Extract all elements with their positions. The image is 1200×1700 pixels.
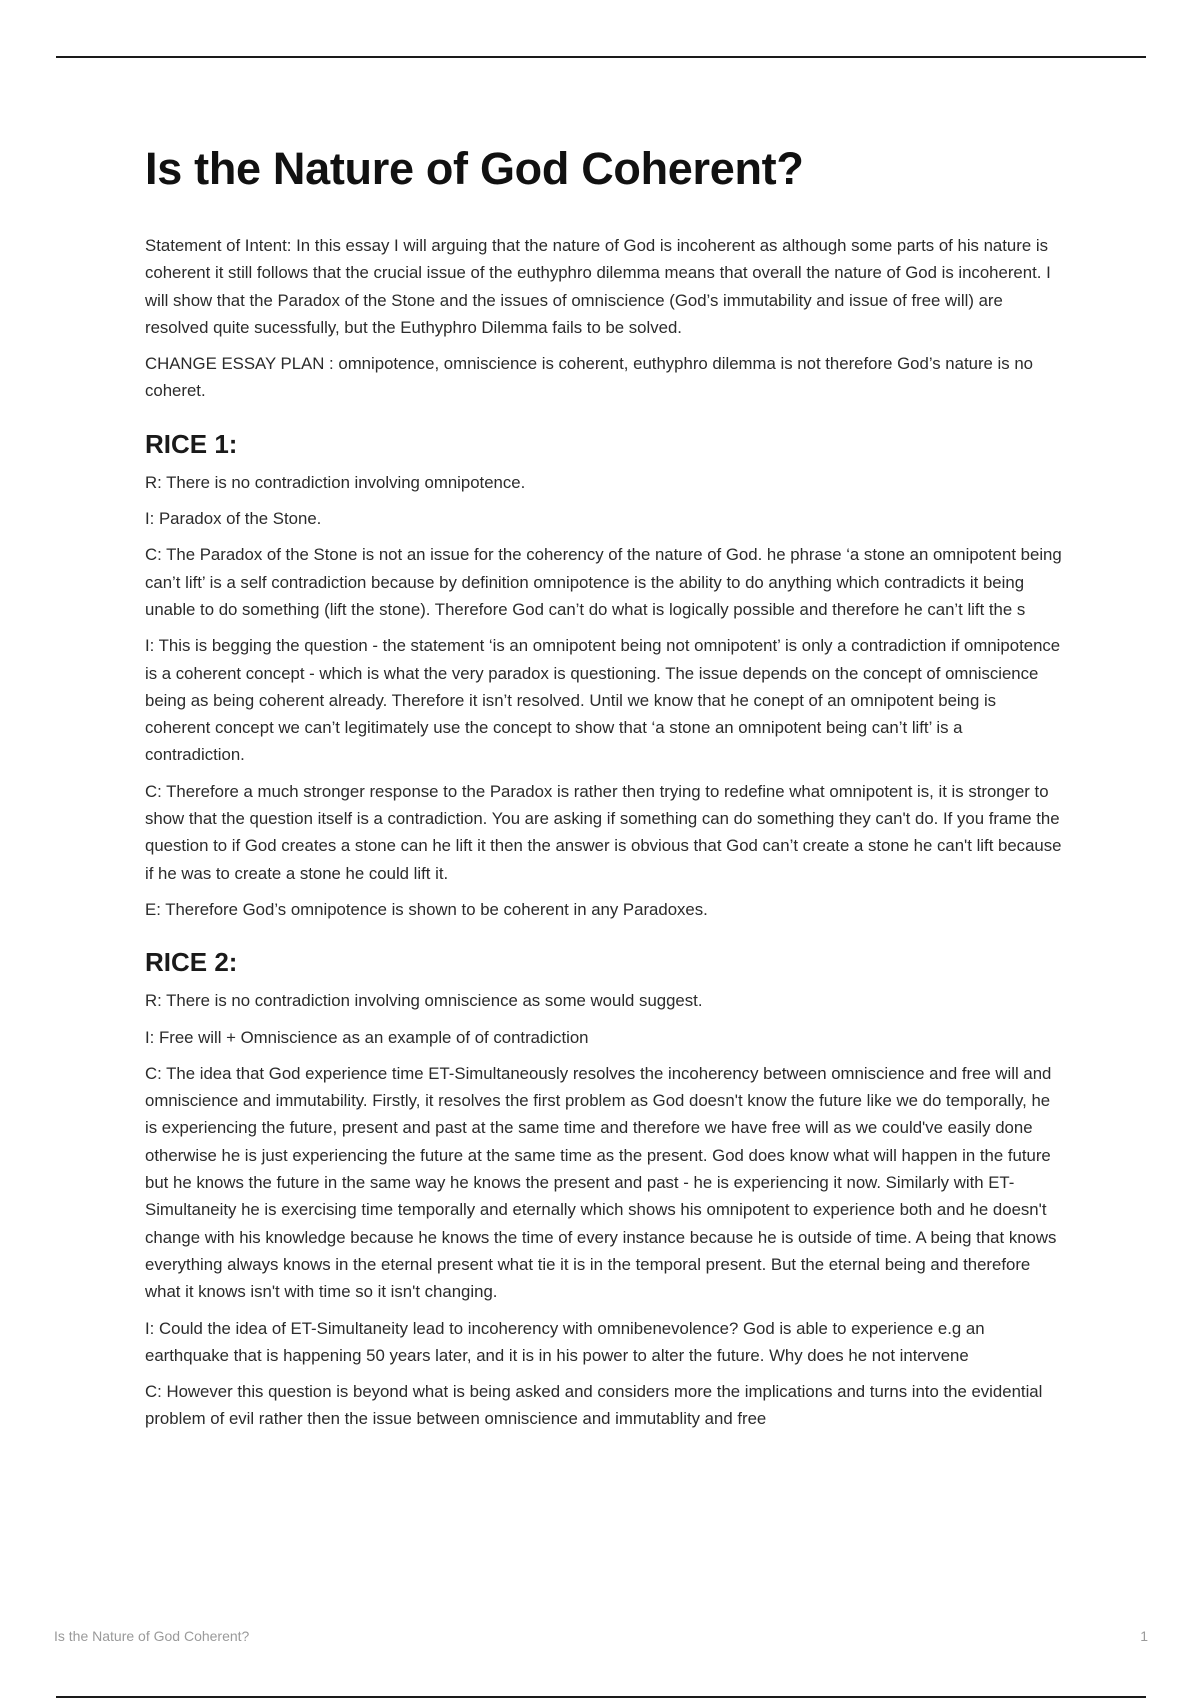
essay-plan-note: CHANGE ESSAY PLAN : omnipotence, omniscience is coherent, euthyphro dilemma is not therefore God’s nature is no coheret. xyxy=(145,354,1033,401)
rice1-issue: I: Paradox of the Stone. xyxy=(145,509,322,529)
rice1-reason: R: There is no contradiction involving omnipotence. xyxy=(145,472,526,492)
bottom-rule xyxy=(56,1696,1146,1698)
rice2-counter-2: C: However this question is beyond what is being asked and considers more the implications and turns into the evidential problem of evil rather then the issue between omniscience and immutablity and free xyxy=(145,1382,1043,1429)
footer-doc-title: Is the Nature of God Coherent? xyxy=(54,1628,250,1644)
rice2-issue-2: I: Could the idea of ET-Simultaneity lead to incoherency with omnibenevolence? God is able to experience e.g an earthquake that is happening 50 years later, and it is in his power to alter the future. Why does he not intervene xyxy=(145,1318,985,1365)
rice1-counter: C: The Paradox of the Stone is not an issue for the coherency of the nature of God. he phrase ‘a stone an omnipotent being can’t lift’ is a self contradiction because by definition omnipotence is the ability to do anything which contradicts it being unable to do something (lift the stone). Therefore God can’t do what is logically possible and therefore he can’t lift the s xyxy=(145,545,1062,619)
top-rule xyxy=(56,56,1146,58)
rice1-issue-2: I: This is begging the question - the statement ‘is an omnipotent being not omnipotent’ is only a contradiction if omnipotence is a coherent concept - which is what the very paradox is questioning. The issue depends on the concept of omniscience being as being coherent already. Therefore it isn’t resolved. Until we know that he conept of an omnipotent being is coherent concept we can’t legitimately use the concept to show that ‘a stone an omnipotent being can’t lift’ is a contradiction. xyxy=(145,636,1061,765)
rice2-counter: C: The idea that God experience time ET-Simultaneously resolves the incoherency between omniscience and free will and omniscience and immutability. Firstly, it resolves the first problem as God doesn't know the future like we do temporally, he is experiencing the future, present and past at the same time and therefore we have free will as we could've easily done otherwise he is just experiencing the future at the same time as the present. God does know what will happen in the future but he knows the future in the same way he knows the present and past - he is experiencing it now. Similarly with ET-Simultaneity he is exercising time temporally and eternally which shows his omnipotent to experience both and he doesn't change with his knowledge because he knows the time of every instance because he is outside of time. A being that knows everything always knows in the eternal present what tie it is in the temporal present. But the eternal being and therefore what it knows isn't with time so it isn't changing. xyxy=(145,1063,1057,1302)
page-title: Is the Nature of God Coherent? xyxy=(145,143,804,194)
footer-page-number: 1 xyxy=(1140,1628,1148,1644)
rice2-issue: I: Free will + Omniscience as an example of of contradiction xyxy=(145,1027,589,1047)
document-body xyxy=(145,138,1065,1442)
section-heading-rice-2: RICE 2: xyxy=(145,947,238,978)
section-heading-rice-1: RICE 1: xyxy=(145,428,238,459)
statement-of-intent: Statement of Intent: In this essay I will arguing that the nature of God is incoherent as although some parts of his nature is coherent it still follows that the crucial issue of the euthyphro dilemma means that overall the nature of God is incoherent. I will show that the Paradox of the Stone and the issues of omniscience (God’s immutability and issue of free will) are resolved quite sucessfully, but the Euthyphro Dilemma fails to be solved. xyxy=(145,236,1051,337)
rice1-counter-2: C: Therefore a much stronger response to the Paradox is rather then trying to redefine what omnipotent is, it is stronger to show that the question itself is a contradiction. You are asking if something can do something they can't do. If you frame the question to if God creates a stone can he lift it then the answer is obvious that God can’t create a stone he can't lift because if he was to create a stone he could lift it. xyxy=(145,781,1062,883)
rice1-evaluation: E: Therefore God’s omnipotence is shown to be coherent in any Paradoxes. xyxy=(145,899,708,919)
rice2-reason: R: There is no contradiction involving omniscience as some would suggest. xyxy=(145,991,703,1011)
